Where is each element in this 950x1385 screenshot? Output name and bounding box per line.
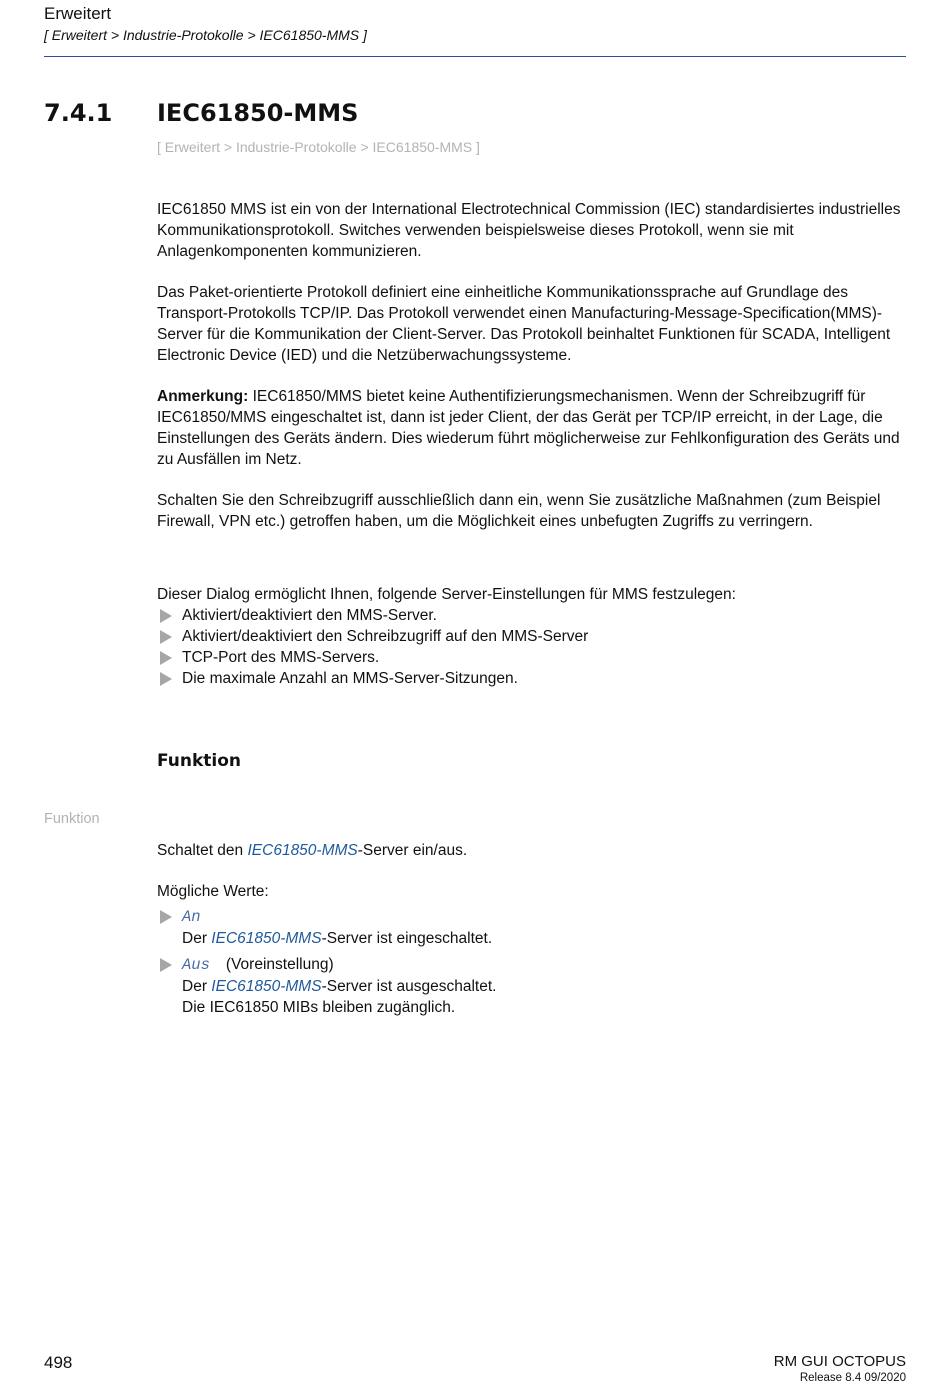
write-access-paragraph: Schalten Sie den Schreibzugriff ausschließlich dann ein, wenn Sie zusätzliche Maßnahmen (zum Beispiel Firewall, VPN etc.) getroffen haben, um die Möglichkeit eines unbefugten Zugriffs zu verringern. bbox=[157, 492, 881, 530]
value-item-aus bbox=[157, 954, 909, 1018]
funktion-margin-label: Funktion bbox=[44, 811, 100, 827]
list-item-text: TCP-Port des MMS-Servers. bbox=[182, 649, 380, 666]
dialog-paragraph: Dieser Dialog ermöglicht Ihnen, folgende Server-Einstellungen für MMS festzulegen: bbox=[157, 586, 736, 603]
triangle-bullet-icon bbox=[160, 630, 172, 644]
iec61850-mms-link[interactable]: IEC61850-MMS bbox=[247, 842, 358, 859]
release-info: Release 8.4 09/2020 bbox=[799, 1372, 906, 1384]
value-desc-pre: Der bbox=[182, 930, 212, 947]
page-number: 498 bbox=[44, 1353, 73, 1372]
triangle-bullet-icon bbox=[160, 958, 172, 972]
value-desc-pre: Der bbox=[182, 978, 212, 995]
value-desc-post: -Server ist ausgeschaltet. bbox=[321, 978, 497, 995]
section-title: IEC61850-MMS bbox=[157, 99, 359, 127]
header-divider bbox=[44, 56, 906, 57]
possible-values-label: Mögliche Werte: bbox=[157, 883, 269, 900]
list-item bbox=[157, 605, 909, 626]
running-header-breadcrumb: [ Erweitert > Industrie-Protokolle > IEC61850-MMS ] bbox=[44, 27, 367, 43]
intro-paragraph: IEC61850 MMS ist ein von der International Electrotechnical Commission (IEC) standardisiertes industrielles Kommunikationsprotokoll. Switches verwenden beispielsweise dieses Protokoll, wenn sie mit Anlagenkomponenten kommunizieren. bbox=[157, 201, 901, 260]
triangle-bullet-icon bbox=[160, 651, 172, 665]
note-text: IEC61850/MMS bietet keine Authentifizierungsmechanismen. Wenn der Schreibzugriff für IEC61850/MMS eingeschaltet ist, dann ist jeder Client, der das Gerät per TCP/IP erreicht, in der Lage, die Einstellungen des Geräts ändern. Dies wiederum führt möglicherweise zur Fehlkonfiguration des Geräts und zu Ausfällen im Netz. bbox=[157, 388, 900, 468]
value-desc-post: -Server ist eingeschaltet. bbox=[321, 930, 493, 947]
funktion-description bbox=[157, 840, 909, 861]
funktion-desc-pre: Schaltet den bbox=[157, 842, 248, 859]
list-item bbox=[157, 626, 909, 647]
triangle-bullet-icon bbox=[160, 672, 172, 686]
value-item-an bbox=[157, 906, 909, 949]
section-breadcrumb: [ Erweitert > Industrie-Protokolle > IEC61850-MMS ] bbox=[157, 139, 480, 155]
triangle-bullet-icon bbox=[160, 910, 172, 924]
settings-list bbox=[157, 605, 909, 689]
note-label: Anmerkung: bbox=[157, 388, 249, 405]
value-desc-line2: Die IEC61850 MIBs bleiben zugänglich. bbox=[182, 999, 456, 1016]
value-code: An bbox=[182, 908, 201, 926]
protocol-paragraph: Das Paket-orientierte Protokoll definiert eine einheitliche Kommunikationssprache auf Grundlage des Transport-Protokolls TCP/IP. Das Protokoll verwendet einen Manufacturing-Message-Specification(MMS)-Server für die Kommunikation der Client-Server. Das Protokoll beinhaltet Funktionen für SCADA, Intelligent Electronic Device (IED) und die Netzüberwachungssysteme. bbox=[157, 284, 891, 364]
funktion-desc-post: -Server ein/aus. bbox=[357, 842, 468, 859]
note-paragraph bbox=[157, 386, 909, 470]
iec61850-mms-link[interactable]: IEC61850-MMS bbox=[211, 978, 322, 995]
list-item-text: Aktiviert/deaktiviert den Schreibzugriff auf den MMS-Server bbox=[182, 628, 589, 645]
value-suffix: (Voreinstellung) bbox=[225, 956, 334, 973]
list-item bbox=[157, 647, 909, 668]
iec61850-mms-link[interactable]: IEC61850-MMS bbox=[211, 930, 322, 947]
list-item-text: Aktiviert/deaktiviert den MMS-Server. bbox=[182, 607, 437, 624]
section-number: 7.4.1 bbox=[44, 99, 113, 127]
triangle-bullet-icon bbox=[160, 609, 172, 623]
list-item bbox=[157, 668, 909, 689]
possible-values-list bbox=[157, 906, 909, 1023]
document-name: RM GUI OCTOPUS bbox=[773, 1353, 906, 1370]
list-item-text: Die maximale Anzahl an MMS-Server-Sitzungen. bbox=[182, 670, 518, 687]
running-header-title: Erweitert bbox=[44, 4, 112, 23]
funktion-heading: Funktion bbox=[157, 751, 242, 771]
value-code: Aus bbox=[182, 956, 210, 974]
